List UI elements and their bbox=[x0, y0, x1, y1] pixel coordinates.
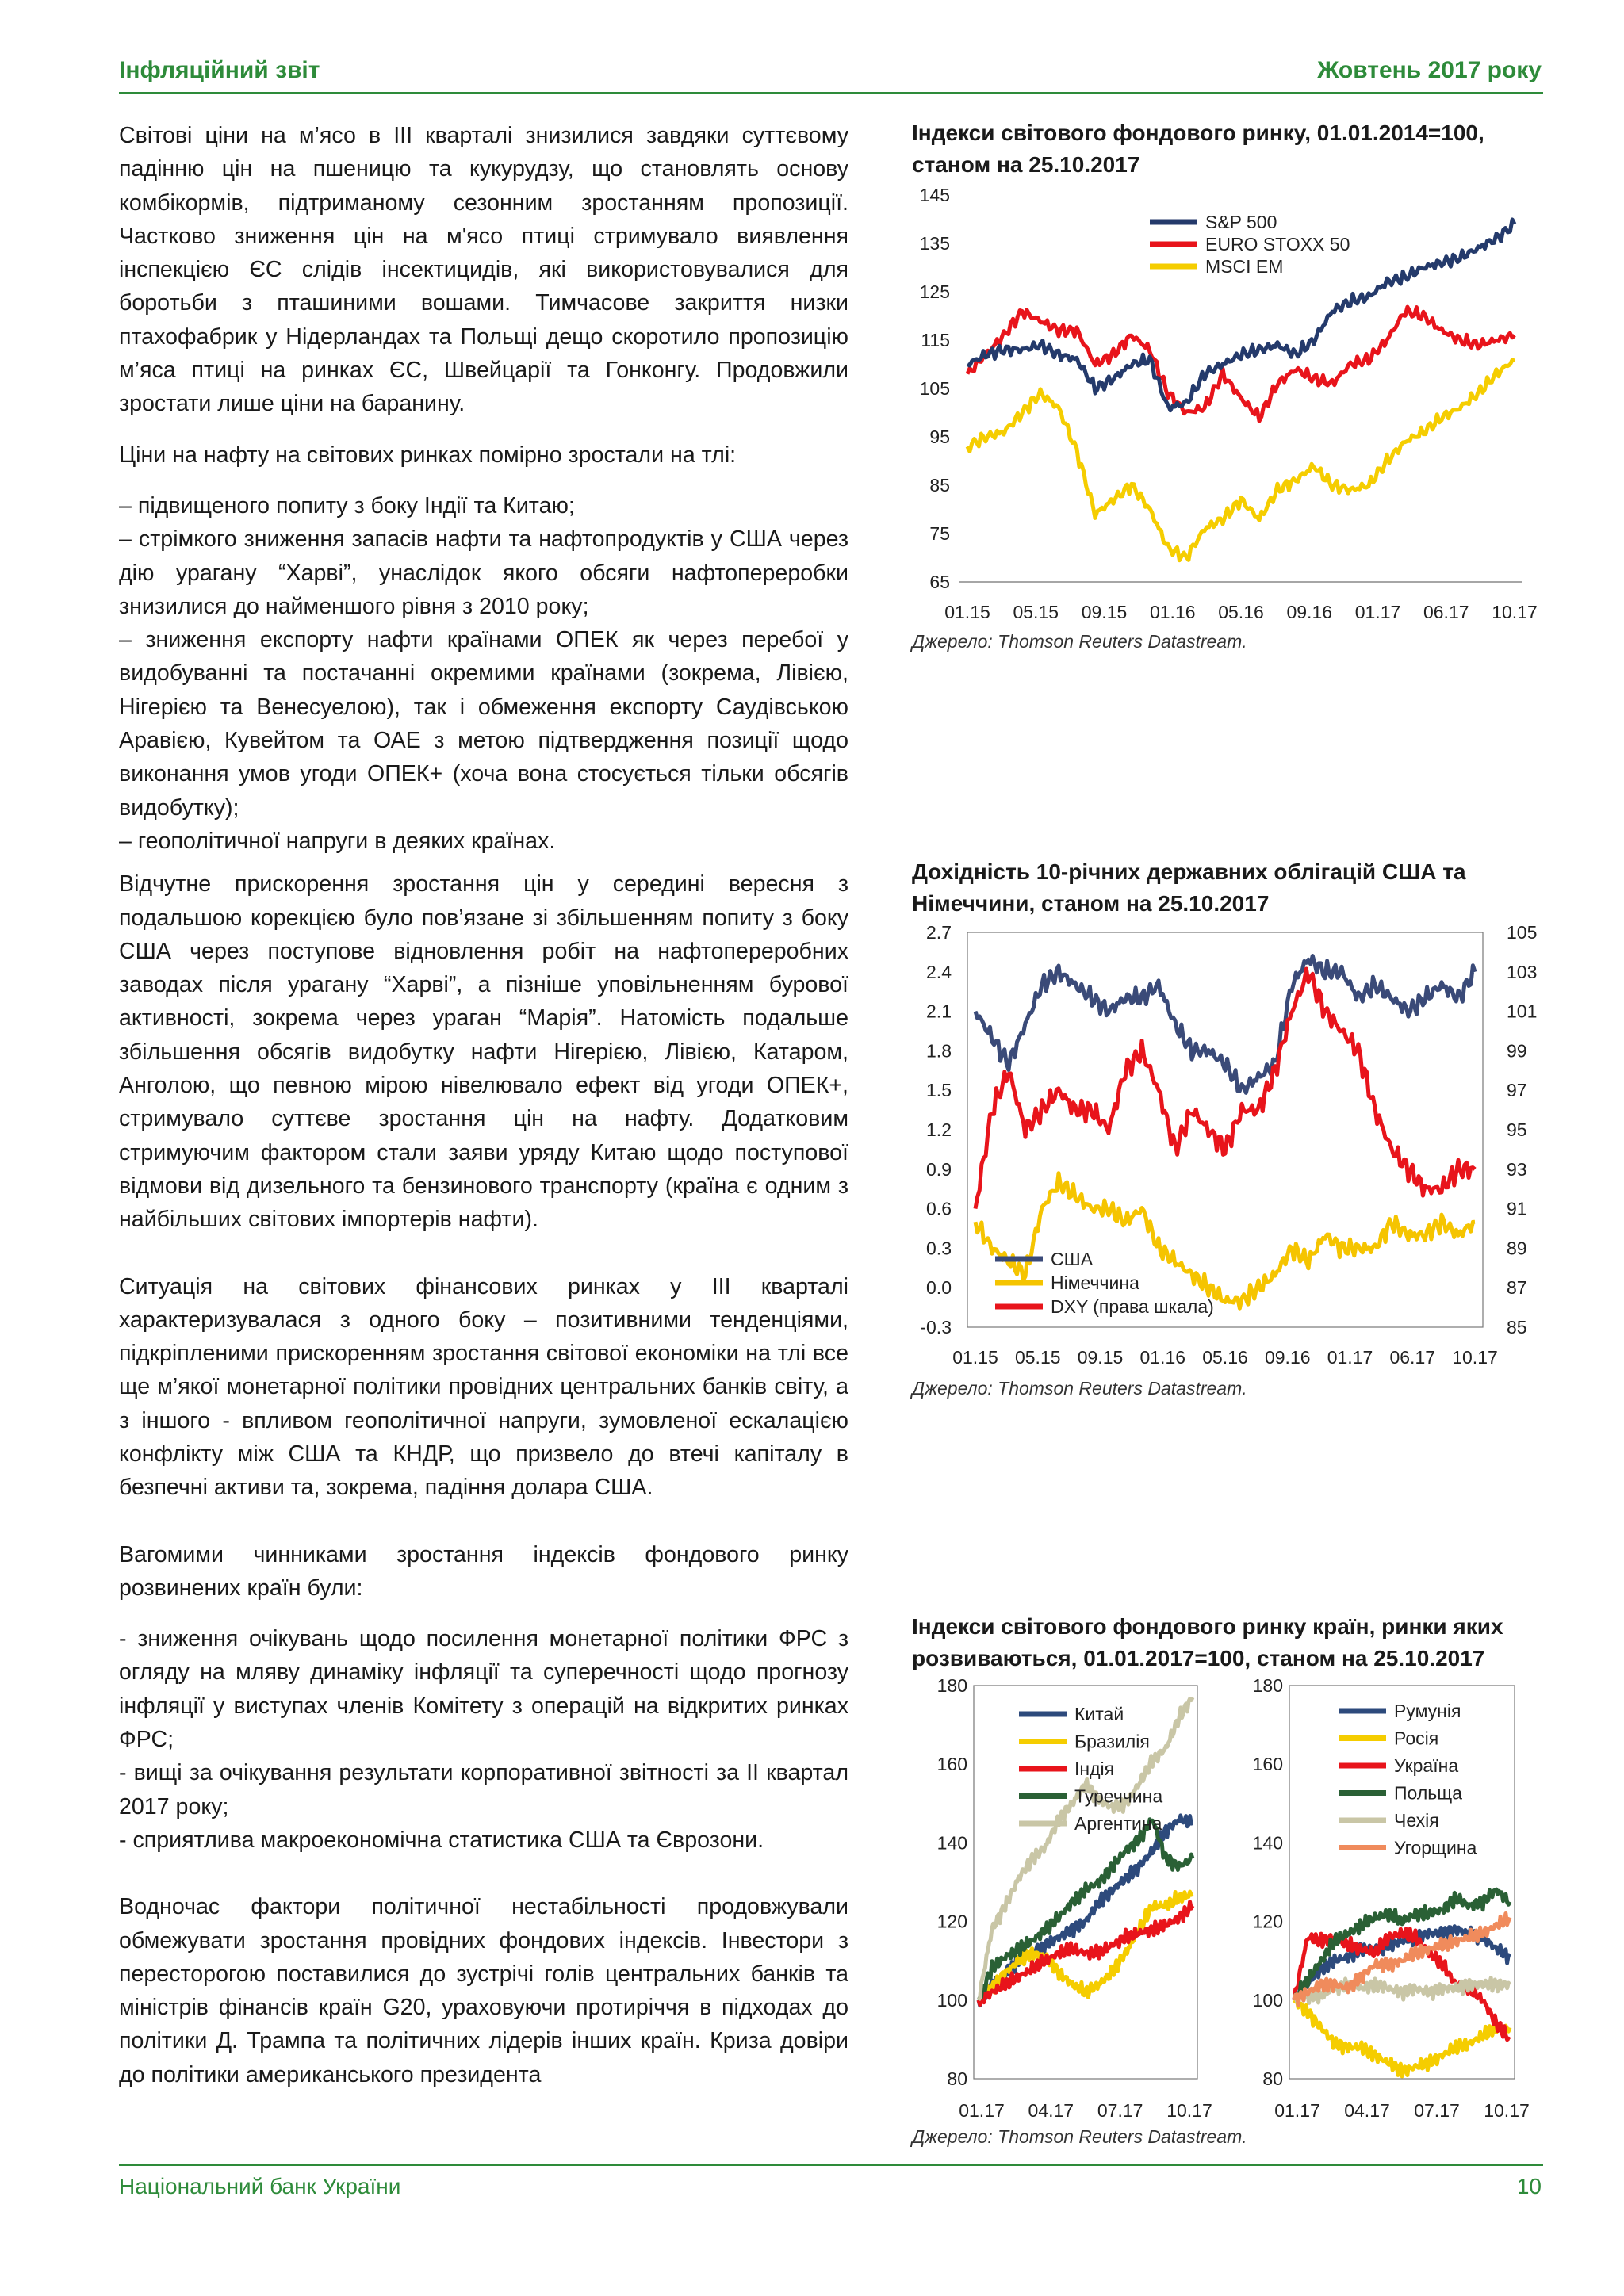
y-tick-label: 1.2 bbox=[926, 1119, 952, 1140]
x-tick-label: 06.17 bbox=[1423, 602, 1469, 622]
legend-label: Румунія bbox=[1394, 1701, 1461, 1721]
x-tick-label: 10.17 bbox=[1166, 2100, 1212, 2121]
x-tick-label: 05.16 bbox=[1218, 602, 1264, 622]
paragraph-factors-intro: Вагомими чинниками зростання індексів фондового ринку розвинених країн були: bbox=[119, 1541, 848, 1601]
list-item: – зниження експорту нафти країнами ОПЕК як через перебої у видобуванні та постачанні окремими країнами (зокрема, Лівією, Нігерією та Венесуелою), так і обмеження експорту Саудівською Аравією, Кувейтом та ОАЕ з метою підтвердження позиції щодо виконання умов угоди ОПЕК+ (хоча вона стосується тільки обсягів видобутку); bbox=[119, 627, 848, 821]
y-tick-label: 180 bbox=[936, 1675, 967, 1696]
x-tick-label: 09.15 bbox=[1081, 602, 1128, 622]
y2-tick-label: 85 bbox=[1507, 1317, 1527, 1337]
legend-label: Угорщина bbox=[1394, 1837, 1477, 1858]
legend-label: США bbox=[1051, 1249, 1094, 1269]
y-tick-label: 115 bbox=[921, 330, 950, 350]
y-tick-label: 160 bbox=[1252, 1754, 1283, 1775]
series-line bbox=[975, 956, 1475, 1093]
y2-tick-label: 87 bbox=[1507, 1277, 1527, 1299]
x-tick-label: 01.17 bbox=[1274, 2100, 1320, 2121]
y2-tick-label: 99 bbox=[1507, 1040, 1527, 1062]
x-tick-label: 05.16 bbox=[1202, 1347, 1248, 1368]
y-tick-label: 0.3 bbox=[926, 1238, 952, 1259]
y-tick-label: 75 bbox=[929, 523, 950, 544]
x-tick-label: 04.17 bbox=[1344, 2100, 1390, 2121]
y2-tick-label: 105 bbox=[1507, 922, 1538, 943]
legend-label: Китай bbox=[1074, 1704, 1124, 1724]
legend-label: Аргентина bbox=[1074, 1813, 1162, 1834]
y2-tick-label: 95 bbox=[1507, 1119, 1527, 1140]
y2-tick-label: 91 bbox=[1507, 1198, 1527, 1219]
x-tick-label: 01.15 bbox=[952, 1347, 998, 1368]
legend-label: Польща bbox=[1394, 1782, 1462, 1804]
y2-tick-label: 93 bbox=[1507, 1158, 1527, 1180]
legend-label: Туреччина bbox=[1074, 1785, 1163, 1807]
list-item: - вищі за очікування результати корпоративної звітності за II квартал 2017 року; bbox=[119, 1760, 848, 1820]
report-title: Інфляційний звіт bbox=[119, 57, 320, 83]
chart3-title: Індекси світового фондового ринку країн, ринки яких розвиваються, 01.01.2017=100, станом на 25.10.2017 bbox=[912, 1614, 1503, 1670]
paragraph-financial-markets: Ситуація на світових фінансових ринках у III кварталі характеризувалася з одного боку – позитивними тенденціями, підкріпленими прискоренням зростання світової економіки на тлі все ще м’якої монетарної політики провідних центральних банків світу, а з іншого - впливом геополітичної напруги, зумовленої ескалацією конфлікту між США та КНДР, що призвело до втечі капіталу в безпечні активи та, зокрема, падіння долара США. bbox=[119, 1273, 848, 1501]
y-tick-label: 0.6 bbox=[926, 1198, 952, 1219]
legend-label: MSCI EM bbox=[1205, 256, 1284, 277]
x-tick-label: 01.16 bbox=[1139, 1347, 1186, 1368]
list-item: – стрімкого зниження запасів нафти та нафтопродуктів у США через дію урагану “Харві”, унаслідок якого обсяги нафтопереробки знизилися до найменшого рівня з 2010 року; bbox=[119, 526, 848, 619]
y-tick-label: 1.8 bbox=[926, 1040, 952, 1062]
x-tick-label: 09.16 bbox=[1264, 1347, 1311, 1368]
y2-tick-label: 103 bbox=[1507, 961, 1538, 982]
y-tick-label: 65 bbox=[929, 572, 950, 592]
legend-label: S&P 500 bbox=[1205, 212, 1277, 232]
chart2-bond-yields bbox=[904, 920, 1546, 1387]
chart1-title: Індекси світового фондового ринку, 01.01.2014=100, станом на 25.10.2017 bbox=[912, 121, 1484, 177]
header-rule bbox=[119, 92, 1543, 94]
page-number: 10 bbox=[1516, 2174, 1542, 2198]
chart1-source: Джерело: Thomson Reuters Datastream. bbox=[912, 631, 1247, 652]
chart2-source: Джерело: Thomson Reuters Datastream. bbox=[912, 1378, 1247, 1399]
chart3-source: Джерело: Thomson Reuters Datastream. bbox=[912, 2126, 1247, 2147]
legend-label: DXY (права шкала) bbox=[1051, 1296, 1214, 1317]
footer-org: Національний банк України bbox=[119, 2174, 401, 2198]
y-tick-label: 2.7 bbox=[926, 922, 952, 943]
x-tick-label: 07.17 bbox=[1097, 2100, 1143, 2121]
y-tick-label: 80 bbox=[1262, 2068, 1283, 2089]
y-tick-label: 100 bbox=[1252, 1989, 1283, 2011]
y-tick-label: 2.1 bbox=[926, 1001, 952, 1022]
y-tick-label: 0.0 bbox=[926, 1277, 952, 1299]
main-text-column bbox=[119, 119, 848, 2091]
x-tick-label: 01.16 bbox=[1149, 602, 1196, 622]
x-tick-label: 10.17 bbox=[1484, 2100, 1530, 2121]
y-tick-label: 140 bbox=[936, 1832, 967, 1854]
legend-label: Чехія bbox=[1394, 1810, 1439, 1831]
y-tick-label: 120 bbox=[936, 1911, 967, 1932]
y-tick-label: -0.3 bbox=[920, 1317, 952, 1337]
x-tick-label: 01.15 bbox=[944, 602, 990, 622]
y-tick-label: 1.5 bbox=[926, 1080, 952, 1101]
legend-label: Індія bbox=[1074, 1758, 1115, 1779]
list-item: - сприятлива макроекономічна статистика США та Єврозони. bbox=[119, 1827, 764, 1853]
chart3-emerging-markets bbox=[904, 1673, 1546, 2141]
paragraph-political-instability: Водночас фактори політичної нестабільності продовжували обмежувати зростання провідних фондових індексів. Інвестори з пересторогою поставилися до зустрічі голів центральних банків та міністрів фінансів країн G20, ураховуючи протиріччя в підходах до політики Д. Трампа та політичних лідерів інших країн. Криза довіри до політики американського президента bbox=[119, 1894, 848, 2087]
x-tick-label: 01.17 bbox=[1327, 1347, 1373, 1368]
x-tick-label: 01.17 bbox=[1354, 602, 1401, 622]
legend-label: Росія bbox=[1394, 1728, 1439, 1749]
legend-label: EURO STOXX 50 bbox=[1205, 234, 1350, 254]
paragraph-meat: Світові ціни на м’ясо в III кварталі знизилися завдяки суттєвому падінню цін на пшеницю та кукурудзу, що становлять основу комбікормів, підтриманому сезонним зростанням пропозиції. Частково зниження цін на м'ясо птиці стримувало виявлення інспекцією ЄС слідів інсектицидів, які використовувалися для боротьби з пташиними вошами. Тимчасове закриття низки птахофабрик у Нідерландах та Польщі дещо скоротило пропозицію м’яса птиці на ринках ЄС, Швейцарії та Гонконгу. Продовжили зростати лише ціни на баранину. bbox=[119, 123, 848, 417]
x-tick-label: 07.17 bbox=[1414, 2100, 1460, 2121]
list-item: – підвищеного попиту з боку Індії та Китаю; bbox=[119, 492, 575, 519]
x-tick-label: 05.15 bbox=[1013, 602, 1059, 622]
chart2-title: Дохідність 10-річних державних облігацій США та Німеччини, станом на 25.10.2017 bbox=[912, 859, 1466, 916]
y2-tick-label: 97 bbox=[1507, 1080, 1527, 1101]
series-line bbox=[967, 359, 1515, 560]
series-line bbox=[1294, 1999, 1510, 2076]
y-tick-label: 160 bbox=[936, 1754, 967, 1775]
x-tick-label: 04.17 bbox=[1028, 2100, 1074, 2121]
paragraph-oil-intro: Ціни на нафту на світових ринках помірно зростали на тлі: bbox=[119, 442, 737, 468]
paragraph-oil-prices: Відчутне прискорення зростання цін у середині вересня з подальшою корекцією було пов’язане зі збільшенням попиту з боку США через поступове відновлення робіт на нафтопереробних заводах після урагану “Харві”, а пізніше уповільненням бурової активності, зокрема через ураган “Марія”. Натомість подальше збільшення обсягів видобутку нафти Нігерією, Лівією, Катаром, Анголою, що певною мірою нівелювало ефект від угоди ОПЕК+, стримувало суттєве зростання цін на нафту. Додатковим стримуючим фактором стали заяви уряду Китаю щодо поступової відмови від дизельного та бензинового транспорту (країна є одним з найбільших світових імпортерів нафти). bbox=[119, 871, 848, 1233]
list-item: - зниження очікувань щодо посилення монетарної політики ФРС з огляду на мляву динаміку інфляції та суперечності щодо прогнозу інфляції у виступах членів Комітету з операцій на відкритих ринках ФРС; bbox=[119, 1626, 848, 1753]
legend-label: Україна bbox=[1394, 1755, 1459, 1776]
y-tick-label: 100 bbox=[936, 1989, 967, 2011]
x-tick-label: 05.15 bbox=[1014, 1347, 1061, 1368]
y-tick-label: 140 bbox=[1252, 1832, 1283, 1854]
chart1-stock-indices bbox=[904, 181, 1538, 637]
y-tick-label: 0.9 bbox=[926, 1158, 952, 1180]
x-tick-label: 10.17 bbox=[1492, 602, 1538, 622]
y-tick-label: 180 bbox=[1252, 1675, 1283, 1696]
list-item: – геополітичної напруги в деяких країнах. bbox=[119, 828, 556, 854]
y-tick-label: 120 bbox=[1252, 1911, 1283, 1932]
legend-label: Бразилія bbox=[1074, 1731, 1150, 1752]
x-tick-label: 06.17 bbox=[1389, 1347, 1436, 1368]
y-tick-label: 125 bbox=[919, 281, 950, 302]
y-tick-label: 105 bbox=[919, 378, 950, 399]
footer-rule bbox=[119, 2164, 1543, 2166]
y-tick-label: 95 bbox=[929, 427, 950, 447]
y2-tick-label: 101 bbox=[1507, 1001, 1538, 1022]
x-tick-label: 01.17 bbox=[959, 2100, 1005, 2121]
legend-label: Німеччина bbox=[1051, 1272, 1139, 1293]
series-line bbox=[967, 307, 1515, 421]
y-tick-label: 85 bbox=[929, 475, 950, 496]
report-date: Жовтень 2017 року bbox=[1317, 57, 1542, 83]
x-tick-label: 09.15 bbox=[1077, 1347, 1124, 1368]
y-tick-label: 80 bbox=[947, 2068, 967, 2089]
y-tick-label: 135 bbox=[919, 233, 950, 254]
y-tick-label: 145 bbox=[919, 185, 950, 205]
x-tick-label: 09.16 bbox=[1286, 602, 1333, 622]
y-tick-label: 2.4 bbox=[926, 961, 952, 982]
y2-tick-label: 89 bbox=[1507, 1238, 1527, 1259]
x-tick-label: 10.17 bbox=[1452, 1347, 1498, 1368]
